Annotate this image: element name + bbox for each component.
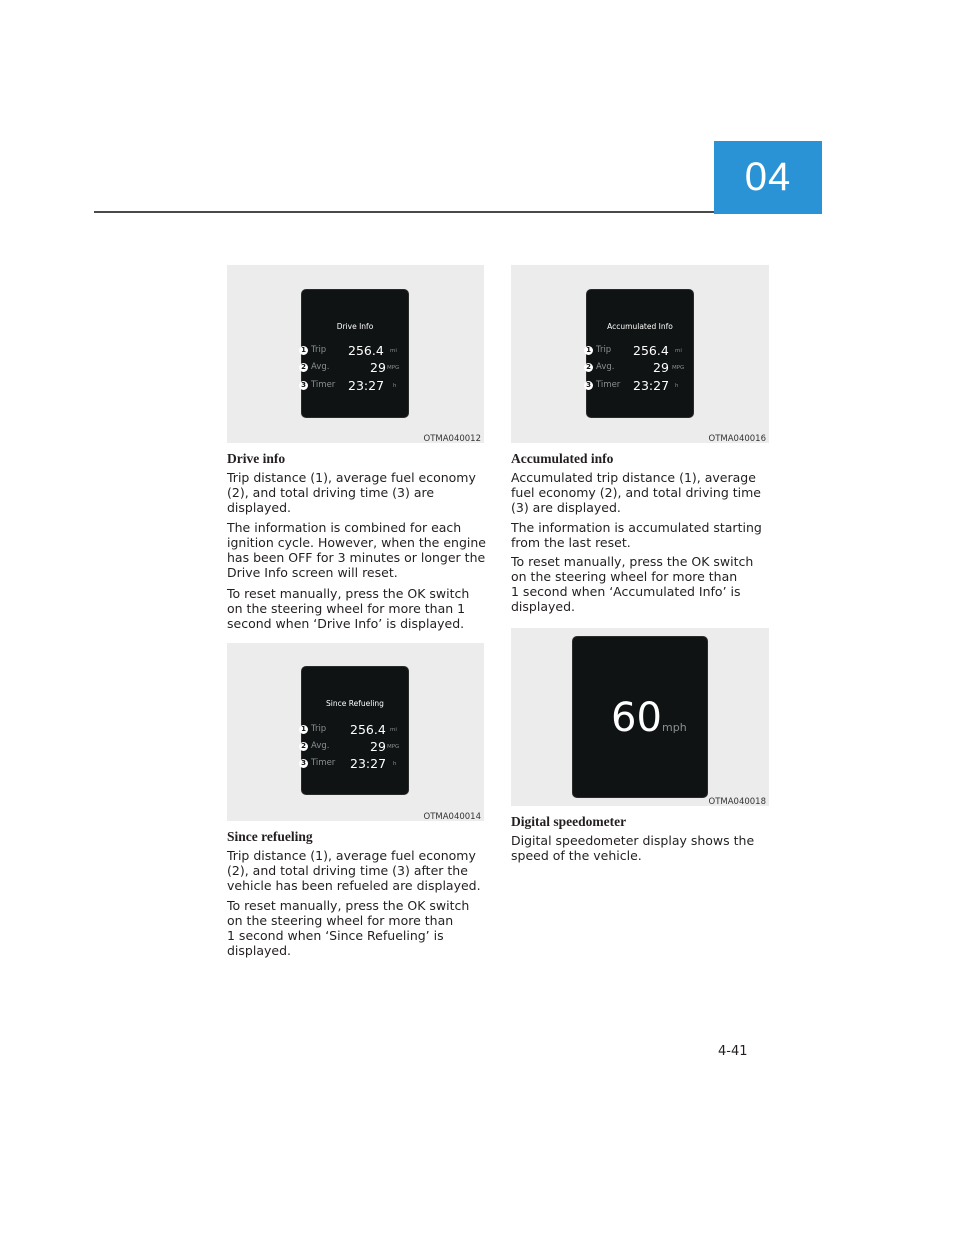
chapter-tab: 04 [714,141,822,214]
cluster-screen-since-refueling [302,667,408,794]
paragraph: Trip distance (1), average fuel economy (2), and total driving time (3) after the vehicle has been refueled are displayed. [227,848,481,893]
row-label: Avg. [311,362,330,372]
speed-value: 60 [611,695,662,741]
row-label: Avg. [311,741,330,751]
cluster-screen-accumulated-info [587,290,693,417]
row-unit: MPG [672,365,685,371]
row-unit: h [393,383,397,389]
badge-1: 1 [299,346,308,355]
row-value: 23:27 [633,378,670,393]
row-unit: MPG [387,744,400,750]
badge-2: 2 [299,742,308,751]
row-unit: MPG [387,365,400,371]
paragraph: Accumulated trip distance (1), average fuel economy (2), and total driving time (3) are displayed. [511,470,761,515]
heading-accumulated-info: Accumulated info [511,451,614,466]
heading-digital-speedometer: Digital speedometer [511,814,627,829]
row-value: 256.4 [350,722,386,737]
row-trip [587,343,693,359]
figure-accumulated-info [511,265,769,443]
cluster-screen-speedometer [573,637,707,797]
row-timer [302,756,408,772]
row-unit: mi [675,348,682,354]
header-rule [94,211,714,213]
row-avg [587,360,693,376]
row-unit: mi [390,727,397,733]
badge-2: 2 [584,363,593,372]
row-value: 23:27 [348,378,385,393]
figure-since-refueling [227,643,484,821]
row-value: 23:27 [350,756,387,771]
row-avg [302,360,408,376]
row-value: 256.4 [348,343,384,358]
paragraph: The information is accumulated starting from the last reset. [511,520,762,550]
row-value: 29 [653,360,669,375]
row-label: Trip [311,345,327,355]
heading-since-refueling: Since refueling [227,829,313,844]
row-avg [302,739,408,755]
page-number: 4-41 [718,1044,748,1059]
heading-drive-info: Drive info [227,451,286,466]
paragraph: Digital speedometer display shows the speed of the vehicle. [511,833,755,863]
paragraph: Trip distance (1), average fuel economy (2), and total driving time (3) are displayed. [227,470,476,515]
badge-3: 3 [299,759,308,768]
row-label: Avg. [596,362,615,372]
figure-code: OTMA040018 [708,797,766,807]
screen-title: Since Refueling [326,699,384,708]
row-label: Trip [311,724,327,734]
cluster-screen-drive-info [302,290,408,417]
paragraph: To reset manually, press the OK switch on the steering wheel for more than 1 second when ‘Drive Info’ is displayed. [227,586,470,631]
paragraph: To reset manually, press the OK switch on the steering wheel for more than 1 second when ‘Accumulated Info’ is displayed. [511,554,754,614]
row-unit: h [393,761,397,767]
speed-unit: mph [662,721,687,734]
screen-title: Drive Info [336,322,374,331]
row-unit: mi [390,348,397,354]
badge-3: 3 [299,381,308,390]
paragraph: The information is combined for each ignition cycle. However, when the engine has been OFF for 3 minutes or longer the Drive Info screen will reset. [227,520,486,580]
row-value: 29 [370,739,386,754]
row-trip [302,343,408,359]
row-trip [302,722,408,738]
figure-drive-info [227,265,484,443]
row-label: Timer [311,758,336,768]
row-label: Timer [311,380,336,390]
row-value: 29 [370,360,386,375]
figure-code: OTMA040012 [423,434,481,444]
row-label: Timer [596,380,621,390]
badge-2: 2 [299,363,308,372]
figure-code: OTMA040014 [423,812,481,822]
paragraph: To reset manually, press the OK switch on the steering wheel for more than 1 second when ‘Since Refueling’ is displayed. [227,898,470,958]
badge-1: 1 [584,346,593,355]
badge-3: 3 [584,381,593,390]
row-value: 256.4 [633,343,669,358]
figure-code: OTMA040016 [708,434,766,444]
row-timer [587,378,693,394]
row-unit: h [675,383,679,389]
figure-digital-speedometer [511,628,769,806]
screen-title: Accumulated Info [607,322,673,331]
row-label: Trip [596,345,612,355]
row-timer [302,378,408,394]
badge-1: 1 [299,725,308,734]
